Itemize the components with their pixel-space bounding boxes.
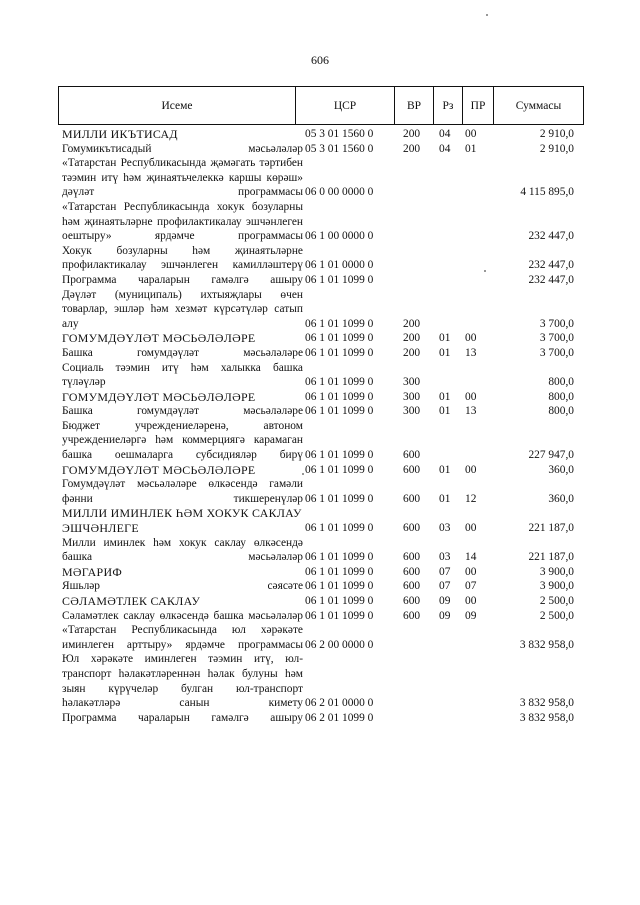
row-csr: 05 3 01 1560 0 <box>305 128 374 140</box>
row-name: Дәүләт (муниципаль) ихтыяҗлары өчен товарлар, эшләр һәм хезмәт күрсәтүләр сатып алу <box>62 288 303 330</box>
row-sum: 800,0 <box>548 390 574 403</box>
row-vr: 600 <box>403 449 421 462</box>
row-pr: 14 <box>465 551 477 564</box>
row-name: МИЛЛИ ИКЪТИСАД <box>62 127 178 141</box>
row-vr: 300 <box>403 390 421 403</box>
scan-speck <box>484 270 486 272</box>
row-name: ГОМУМДӘҮЛӘТ МӘСЬӘЛӘЛӘРЕ <box>62 389 256 404</box>
row-csr: 05 3 01 1560 0 <box>305 142 374 155</box>
row-csr: 06 1 01 0000 0 <box>305 259 374 272</box>
row-vr: 600 <box>403 551 421 564</box>
row-sum: 3 832 958,0 <box>519 711 574 724</box>
header-csr: ЦСР <box>295 87 394 124</box>
table-row <box>62 652 584 710</box>
row-name: Гомумдәүләт мәсьәләләре өлкәсендә гамәли фәнни тикшеренүләр <box>62 478 303 505</box>
table-row <box>62 609 584 624</box>
row-name: МИЛЛИ ИМИНЛЕК ҺӘМ ХОКУК САКЛАУ ЭШЧӘНЛЕГЕ <box>62 506 302 536</box>
header-sum: Суммасы <box>493 87 583 124</box>
row-csr: 06 2 01 1099 0 <box>305 711 374 724</box>
row-csr: 06 1 01 1099 0 <box>305 449 374 462</box>
row-rz: 01 <box>439 492 451 505</box>
row-sum: 3 832 958,0 <box>519 697 574 710</box>
row-rz: 01 <box>439 332 451 345</box>
row-csr: 06 2 00 0000 0 <box>305 638 374 651</box>
row-sum: 3 700,0 <box>539 346 574 359</box>
row-rz: 03 <box>439 522 451 535</box>
table-row <box>62 536 584 565</box>
row-csr: 06 0 00 0000 0 <box>305 186 374 199</box>
row-pr: 13 <box>465 346 477 359</box>
row-pr: 00 <box>465 332 477 345</box>
header-name: Исеме <box>161 99 193 112</box>
table-row <box>62 579 584 594</box>
row-pr: 00 <box>465 595 477 607</box>
table-header <box>58 86 584 125</box>
row-name: «Татарстан Республикасында җәмәгать тәртибен тәэмин итү һәм җинаятьчелеккә каршы көрәш» дәүләт программасы <box>62 157 303 199</box>
row-csr: 06 1 00 0000 0 <box>305 230 374 243</box>
table-row <box>62 623 584 652</box>
row-vr: 200 <box>403 346 421 359</box>
row-name: Башка гомумдәүләт мәсьәләләре <box>62 346 303 359</box>
row-rz: 04 <box>439 128 451 140</box>
table-row <box>62 594 584 609</box>
row-pr: 07 <box>465 580 477 593</box>
row-vr: 600 <box>403 565 421 578</box>
row-sum: 2 910,0 <box>539 142 574 155</box>
row-pr: 13 <box>465 405 477 418</box>
table-row <box>62 390 584 405</box>
table-row <box>62 244 584 273</box>
row-vr: 600 <box>403 609 421 622</box>
row-sum: 3 832 958,0 <box>519 638 574 651</box>
row-name: ГОМУМДӘҮЛӘТ МӘСЬӘЛӘЛӘРЕ <box>62 462 256 477</box>
row-sum: 232 447,0 <box>528 273 574 286</box>
row-csr: 06 2 01 0000 0 <box>305 697 374 710</box>
row-sum: 2 500,0 <box>539 595 574 607</box>
row-csr: 06 1 01 1099 0 <box>305 390 374 403</box>
header-rz: Рз <box>433 87 462 124</box>
row-pr: 00 <box>465 565 477 578</box>
row-vr: 600 <box>403 595 421 607</box>
row-name: Юл хәрәкәте иминлеген тәэмин итү, юл-транспорт һәлакәтләреннән һәлак булуны һәм зыян күрүчеләр булган юл-транспорт һәлакәтләрә санын кимету <box>62 653 303 710</box>
row-csr: 06 1 01 1099 0 <box>305 317 374 330</box>
table-row <box>62 142 584 157</box>
row-name: МӘГАРИФ <box>62 564 123 579</box>
row-vr: 600 <box>403 492 421 505</box>
table-row <box>62 200 584 244</box>
scan-speck <box>486 14 488 16</box>
row-name: Сәламәтлек саклау өлкәсендә башка мәсьәләләр <box>62 609 303 622</box>
row-sum: 2 910,0 <box>539 128 574 140</box>
table-row <box>62 273 584 288</box>
table-row <box>62 156 584 200</box>
row-sum: 221 187,0 <box>528 551 574 564</box>
row-rz: 01 <box>439 390 451 403</box>
row-rz: 09 <box>439 595 451 607</box>
row-name: Социаль тәэмин итү һәм халыкка башка түләүләр <box>62 361 303 389</box>
table-row <box>62 404 584 419</box>
row-csr: 06 1 01 1099 0 <box>305 273 374 286</box>
row-pr: 00 <box>465 522 477 535</box>
row-rz: 03 <box>439 551 451 564</box>
row-sum: 3 900,0 <box>539 580 574 593</box>
row-vr: 600 <box>403 580 421 593</box>
row-csr: 06 1 01 1099 0 <box>305 376 374 389</box>
row-name: Милли иминлек һәм хокук саклау өлкәсендә башка мәсьәләләр <box>62 536 303 564</box>
row-pr: 09 <box>465 609 477 622</box>
row-name: Яшьләр сәясәте <box>62 580 303 593</box>
header-vr: ВР <box>394 87 433 124</box>
row-vr: 200 <box>403 317 421 330</box>
row-vr: 200 <box>403 142 421 155</box>
row-pr: 01 <box>465 142 477 155</box>
row-vr: 600 <box>403 463 421 476</box>
table-row <box>62 361 584 390</box>
row-csr: 06 1 01 1099 0 <box>305 565 374 578</box>
row-csr: 06 1 01 1099 0 <box>305 522 374 535</box>
row-csr: 06 1 01 1099 0 <box>305 463 374 476</box>
row-sum: 2 500,0 <box>539 609 574 622</box>
row-csr: 06 1 01 1099 0 <box>305 332 374 345</box>
row-rz: 07 <box>439 580 451 593</box>
row-sum: 232 447,0 <box>528 230 574 243</box>
row-name: «Татарстан Республикасында хокук бозуларны һәм җинаятьләрне профилактикалау эшчәнлеген оештыру» ярдәмче программасы <box>62 200 303 243</box>
table-row <box>62 127 584 142</box>
row-sum: 221 187,0 <box>528 522 574 535</box>
row-csr: 06 1 01 1099 0 <box>305 580 374 593</box>
row-rz: 01 <box>439 463 451 476</box>
row-rz: 04 <box>439 142 451 155</box>
row-csr: 06 1 01 1099 0 <box>305 595 374 607</box>
table-row <box>62 565 584 580</box>
row-pr: 12 <box>465 492 477 505</box>
row-name: Бюджет учреждениеләренә, автоном учреждениеләргә һәм коммерциягә карамаган башка оешмаларга субсидияләр бирү <box>62 419 303 462</box>
row-pr: 00 <box>465 390 477 403</box>
row-csr: 06 1 01 1099 0 <box>305 492 374 505</box>
row-csr: 06 1 01 1099 0 <box>305 551 374 564</box>
row-vr: 200 <box>403 332 421 345</box>
table-row <box>62 346 584 361</box>
row-pr: 00 <box>465 128 477 140</box>
row-rz: 07 <box>439 565 451 578</box>
row-sum: 360,0 <box>548 492 574 505</box>
row-sum: 3 700,0 <box>539 332 574 345</box>
row-rz: 01 <box>439 346 451 359</box>
row-rz: 09 <box>439 609 451 622</box>
row-name: СӘЛАМӘТЛЕК САКЛАУ <box>62 594 201 608</box>
row-sum: 227 947,0 <box>528 449 574 462</box>
row-name: Программа чараларын гамәлгә ашыру <box>62 711 303 724</box>
row-sum: 3 900,0 <box>539 565 574 578</box>
row-vr: 300 <box>403 405 421 418</box>
table-row <box>62 331 584 346</box>
header-pr: ПР <box>462 87 493 124</box>
table-row <box>62 288 584 332</box>
scan-speck <box>302 473 304 475</box>
row-vr: 300 <box>403 376 421 389</box>
row-sum: 4 115 895,0 <box>520 186 574 199</box>
table-body <box>62 127 584 725</box>
table-row <box>62 711 584 726</box>
row-name: ГОМУМДӘҮЛӘТ МӘСЬӘЛӘЛӘРЕ <box>62 331 256 346</box>
row-sum: 800,0 <box>548 405 574 418</box>
row-sum: 232 447,0 <box>528 259 574 272</box>
table-row <box>62 506 584 535</box>
row-sum: 800,0 <box>548 376 574 389</box>
row-csr: 06 1 01 1099 0 <box>305 405 374 418</box>
row-vr: 600 <box>403 522 421 535</box>
row-sum: 360,0 <box>548 463 574 476</box>
row-sum: 3 700,0 <box>539 317 574 330</box>
row-pr: 00 <box>465 463 477 476</box>
row-rz: 01 <box>439 405 451 418</box>
table-row <box>62 419 584 463</box>
row-csr: 06 1 01 1099 0 <box>305 609 374 622</box>
table-row <box>62 463 584 478</box>
row-vr: 200 <box>403 128 421 140</box>
row-name: Хокук бозуларны һәм җинаятьләрне профилактикалау эшчәнлеген камилләштерү <box>62 244 303 272</box>
row-name: Гомумикътисадый мәсьәләләр <box>62 142 303 155</box>
row-csr: 06 1 01 1099 0 <box>305 346 374 359</box>
row-name: Программа чараларын гамәлгә ашыру <box>62 273 303 286</box>
page-number: 606 <box>311 53 329 67</box>
table-row <box>62 477 584 506</box>
row-name: Башка гомумдәүләт мәсьәләләре <box>62 405 303 418</box>
row-name: «Татарстан Республикасында юл хәрәкәте иминлеген арттыру» ярдәмче программасы <box>62 624 303 651</box>
